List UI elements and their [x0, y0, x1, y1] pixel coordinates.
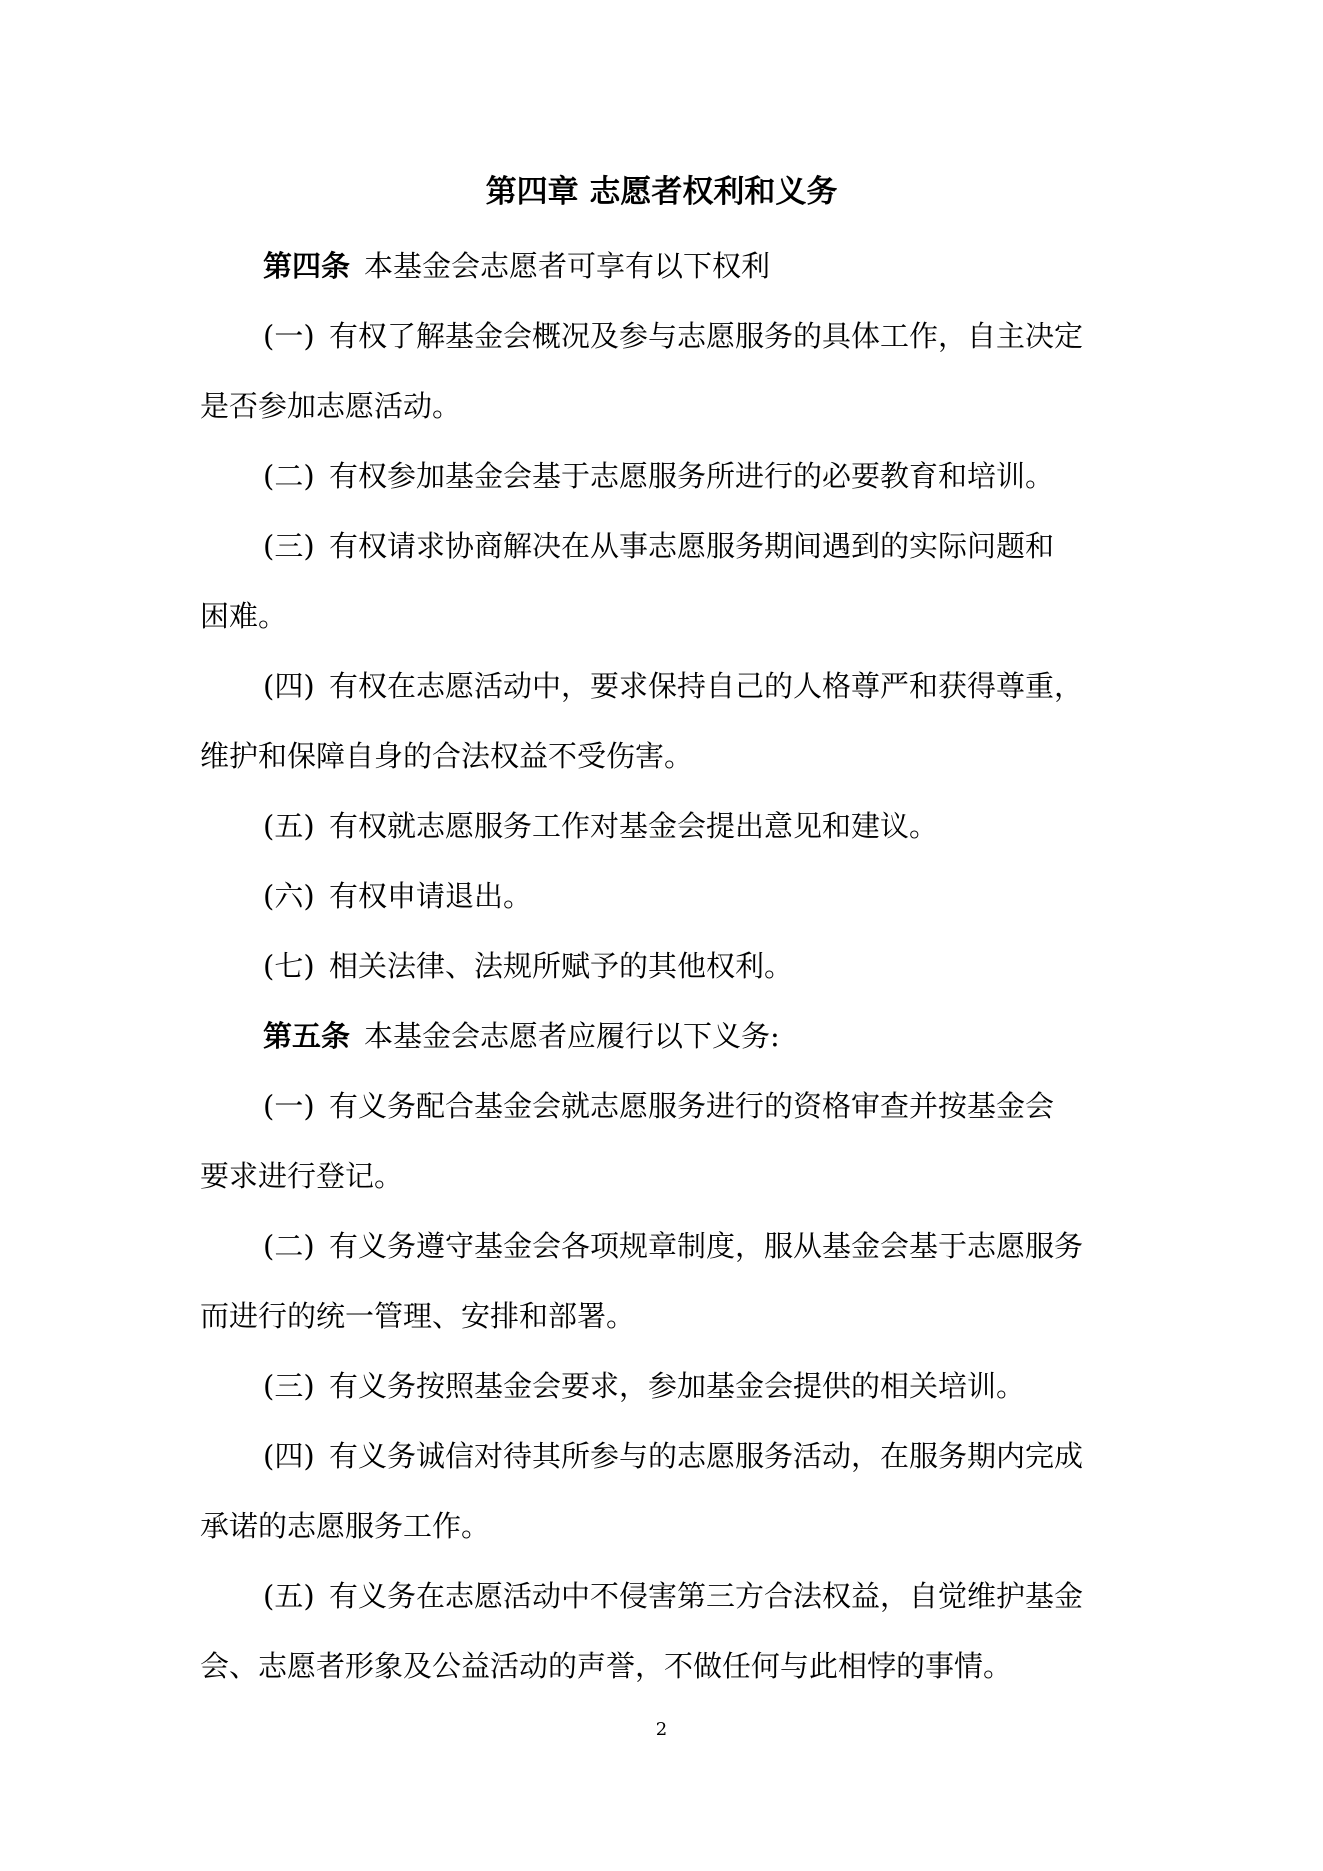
article-4-item-7: [263, 946, 793, 986]
article-4-heading: [263, 246, 770, 286]
item-number: (四): [263, 669, 315, 703]
article-5-text: 本基金会志愿者应履行以下义务:: [364, 1019, 780, 1053]
item-number: (一): [263, 1089, 315, 1123]
item-text: 有义务诚信对待其所参与的志愿服务活动，在服务期内完成: [329, 1439, 1084, 1473]
item-text: 有义务在志愿活动中不侵害第三方合法权益，自觉维护基金: [329, 1579, 1084, 1613]
article-4-item-2: [263, 456, 1054, 496]
article-4-item-6: [263, 876, 532, 916]
article-5-item-4: [263, 1436, 1083, 1476]
item-number: (六): [263, 879, 315, 913]
item-number: (三): [263, 1369, 315, 1403]
item-number: (二): [263, 1229, 315, 1263]
item-number: (五): [263, 1579, 315, 1613]
item-number: (五): [263, 809, 315, 843]
article-4-text: 本基金会志愿者可享有以下权利: [364, 249, 771, 283]
article-4-item-4: [263, 666, 1083, 706]
item-text: 有权请求协商解决在从事志愿服务期间遇到的实际问题和: [329, 529, 1055, 563]
item-text: 有权了解基金会概况及参与志愿服务的具体工作，自主决定: [329, 319, 1084, 353]
article-4-item-1-continuation: 是否参加志愿活动。: [200, 389, 462, 423]
item-number: (一): [263, 319, 315, 353]
item-number: (四): [263, 1439, 315, 1473]
article-5-item-2-continuation: 而进行的统一管理、安排和部署。: [200, 1299, 636, 1333]
article-5-label: 第五条: [263, 1019, 351, 1053]
article-5-item-5-continuation: 会、志愿者形象及公益活动的声誉，不做任何与此相悖的事情。: [200, 1649, 1013, 1683]
article-5-item-4-continuation: 承诺的志愿服务工作。: [200, 1509, 491, 1543]
item-text: 有权在志愿活动中，要求保持自己的人格尊严和获得尊重，: [329, 669, 1084, 703]
item-text: 相关法律、法规所赋予的其他权利。: [329, 949, 794, 983]
page-number: 2: [655, 1719, 668, 1740]
article-4-item-3: [263, 526, 1054, 566]
article-4-item-5: [263, 806, 938, 846]
item-text: 有权就志愿服务工作对基金会提出意见和建议。: [329, 809, 939, 843]
article-4-label: 第四条: [263, 249, 351, 283]
item-number: (七): [263, 949, 315, 983]
item-text: 有义务遵守基金会各项规章制度，服从基金会基于志愿服务: [329, 1229, 1084, 1263]
item-text: 有权参加基金会基于志愿服务所进行的必要教育和培训。: [329, 459, 1055, 493]
item-text: 有义务配合基金会就志愿服务进行的资格审查并按基金会: [329, 1089, 1055, 1123]
article-4-item-3-continuation: 困难。: [200, 599, 288, 633]
item-number: (二): [263, 459, 315, 493]
article-4-item-4-continuation: 维护和保障自身的合法权益不受伤害。: [200, 739, 694, 773]
article-4-item-1: [263, 316, 1083, 356]
article-5-item-2: [263, 1226, 1083, 1266]
chapter-heading: 第四章 志愿者权利和义务: [485, 174, 838, 210]
article-5-item-1-continuation: 要求进行登记。: [200, 1159, 404, 1193]
item-text: 有权申请退出。: [329, 879, 533, 913]
article-5-item-3: [263, 1366, 1025, 1406]
item-number: (三): [263, 529, 315, 563]
item-text: 有义务按照基金会要求，参加基金会提供的相关培训。: [329, 1369, 1026, 1403]
article-5-item-5: [263, 1576, 1083, 1616]
article-5-item-1: [263, 1086, 1054, 1126]
article-5-heading: [263, 1016, 780, 1056]
